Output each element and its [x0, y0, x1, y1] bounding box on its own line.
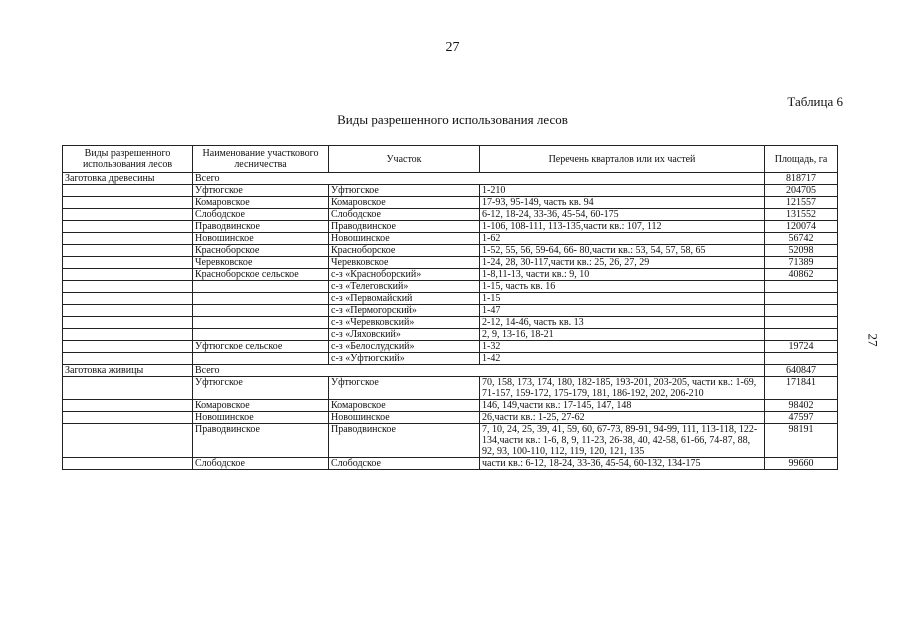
- header-use-type: Виды разрешенного использования лесов: [63, 146, 193, 173]
- cell-e: [765, 317, 838, 329]
- cell-b: [193, 281, 329, 293]
- cell-e: 52098: [765, 245, 838, 257]
- cell-e: [765, 329, 838, 341]
- cell-b: [193, 305, 329, 317]
- table-row: [63, 458, 838, 470]
- cell-d: 1-42: [480, 353, 765, 365]
- table-row: [63, 293, 838, 305]
- cell-c: Новошинское: [329, 412, 480, 424]
- cell-a: [63, 197, 193, 209]
- cell-e: [765, 305, 838, 317]
- cell-c: Красноборское: [329, 245, 480, 257]
- cell-e: 99660: [765, 458, 838, 470]
- cell-e: 56742: [765, 233, 838, 245]
- cell-d: 1-106, 108-111, 113-135,части кв.: 107, 112: [480, 221, 765, 233]
- cell-e: 40862: [765, 269, 838, 281]
- cell-a: [63, 257, 193, 269]
- table-row: [63, 257, 838, 269]
- table-label: Таблица 6: [787, 94, 843, 109]
- cell-d: 1-62: [480, 233, 765, 245]
- cell-b: Красноборское сельское: [193, 269, 329, 281]
- cell-b: Уфтюгское сельское: [193, 341, 329, 353]
- cell-a: [63, 400, 193, 412]
- cell-c: с-з «Ляховский»: [329, 329, 480, 341]
- cell-a: [63, 293, 193, 305]
- cell-c: с-з «Пермогорский»: [329, 305, 480, 317]
- cell-d: 1-24, 28, 30-117,части кв.: 25, 26, 27, 29: [480, 257, 765, 269]
- cell-e: 120074: [765, 221, 838, 233]
- table-row: [63, 173, 838, 185]
- cell-b: Комаровское: [193, 197, 329, 209]
- cell-b: Черевковское: [193, 257, 329, 269]
- cell-c: Комаровское: [329, 400, 480, 412]
- page-number: 27: [445, 40, 460, 55]
- cell-c: Уфтюгское: [329, 185, 480, 197]
- table-row: [63, 400, 838, 412]
- cell-e: 71389: [765, 257, 838, 269]
- cell-a: Заготовка живицы: [63, 365, 193, 377]
- table-row: [63, 269, 838, 281]
- cell-b: Всего: [193, 365, 765, 377]
- cell-e: [765, 281, 838, 293]
- cell-c: Новошинское: [329, 233, 480, 245]
- cell-d: 70, 158, 173, 174, 180, 182-185, 193-201, 203-205, части кв.: 1-69, 71-157, 159-172, 175-179, 181, 186-192, 202, 206-210: [480, 377, 765, 400]
- cell-e: 47597: [765, 412, 838, 424]
- header-plot: Участок: [329, 146, 480, 173]
- cell-e: 640847: [765, 365, 838, 377]
- cell-e: 204705: [765, 185, 838, 197]
- cell-a: [63, 424, 193, 458]
- cell-e: 98191: [765, 424, 838, 458]
- cell-d: 1-52, 55, 56, 59-64, 66- 80,части кв.: 53, 54, 57, 58, 65: [480, 245, 765, 257]
- cell-a: [63, 458, 193, 470]
- cell-c: с-з «Телеговский»: [329, 281, 480, 293]
- cell-b: Уфтюгское: [193, 377, 329, 400]
- cell-c: Слободское: [329, 458, 480, 470]
- table-row: [63, 233, 838, 245]
- cell-d: 1-15, часть кв. 16: [480, 281, 765, 293]
- cell-d: части кв.: 6-12, 18-24, 33-36, 45-54, 60-132, 134-175: [480, 458, 765, 470]
- cell-e: 131552: [765, 209, 838, 221]
- cell-e: 121557: [765, 197, 838, 209]
- cell-d: 26,части кв.: 1-25, 27-62: [480, 412, 765, 424]
- cell-c: Слободское: [329, 209, 480, 221]
- forest-use-table: [62, 145, 838, 470]
- cell-a: [63, 377, 193, 400]
- cell-a: [63, 269, 193, 281]
- cell-b: Красноборское: [193, 245, 329, 257]
- table-row: [63, 305, 838, 317]
- table-row: [63, 245, 838, 257]
- cell-b: Комаровское: [193, 400, 329, 412]
- table-row: [63, 329, 838, 341]
- cell-e: 19724: [765, 341, 838, 353]
- table-body: [63, 173, 838, 470]
- cell-c: Комаровское: [329, 197, 480, 209]
- cell-a: [63, 341, 193, 353]
- header-forestry: Наименование участкового лесничества: [193, 146, 329, 173]
- cell-c: с-з «Уфтюгский»: [329, 353, 480, 365]
- cell-e: [765, 353, 838, 365]
- cell-a: [63, 329, 193, 341]
- cell-b: Праводвинское: [193, 221, 329, 233]
- cell-b: Новошинское: [193, 233, 329, 245]
- cell-d: 1-210: [480, 185, 765, 197]
- table-row: [63, 412, 838, 424]
- cell-a: [63, 185, 193, 197]
- cell-d: 6-12, 18-24, 33-36, 45-54, 60-175: [480, 209, 765, 221]
- cell-a: [63, 281, 193, 293]
- cell-c: с-з «Белослудский»: [329, 341, 480, 353]
- cell-a: [63, 317, 193, 329]
- cell-a: [63, 245, 193, 257]
- table-row: [63, 209, 838, 221]
- cell-a: [63, 412, 193, 424]
- cell-b: [193, 317, 329, 329]
- cell-c: Праводвинское: [329, 221, 480, 233]
- cell-d: 17-93, 95-149, часть кв. 94: [480, 197, 765, 209]
- table-row: [63, 185, 838, 197]
- cell-a: [63, 305, 193, 317]
- table-title: Виды разрешенного использования лесов: [337, 112, 568, 127]
- cell-a: [63, 233, 193, 245]
- cell-b: Уфтюгское: [193, 185, 329, 197]
- cell-c: с-з «Красноборский»: [329, 269, 480, 281]
- cell-d: 2, 9, 13-16, 18-21: [480, 329, 765, 341]
- cell-a: [63, 353, 193, 365]
- cell-c: Черевковское: [329, 257, 480, 269]
- table-row: [63, 221, 838, 233]
- cell-c: с-з «Первомайский: [329, 293, 480, 305]
- cell-b: Слободское: [193, 209, 329, 221]
- side-page-number: 27: [865, 333, 881, 347]
- table-row: [63, 341, 838, 353]
- table-row: [63, 377, 838, 400]
- table-row: [63, 424, 838, 458]
- header-quarters: Перечень кварталов или их частей: [480, 146, 765, 173]
- cell-b: [193, 293, 329, 305]
- cell-b: [193, 353, 329, 365]
- cell-d: 1-8,11-13, части кв.: 9, 10: [480, 269, 765, 281]
- cell-a: [63, 209, 193, 221]
- cell-d: 7, 10, 24, 25, 39, 41, 59, 60, 67-73, 89-91, 94-99, 111, 113-118, 122-134,части кв.: 1-6, 8, 9, 11-23, 26-38, 40, 42-58, 61-66, 74-87, 88, 92, 93, 100-110, 112, 119, 120, 121, 135: [480, 424, 765, 458]
- cell-c: Праводвинское: [329, 424, 480, 458]
- cell-a: Заготовка древесины: [63, 173, 193, 185]
- table-row: [63, 365, 838, 377]
- cell-b: Праводвинское: [193, 424, 329, 458]
- table-row: [63, 317, 838, 329]
- cell-b: Слободское: [193, 458, 329, 470]
- cell-e: 171841: [765, 377, 838, 400]
- cell-e: 98402: [765, 400, 838, 412]
- cell-e: 818717: [765, 173, 838, 185]
- cell-d: 1-47: [480, 305, 765, 317]
- table-row: [63, 281, 838, 293]
- cell-b: Всего: [193, 173, 765, 185]
- cell-b: [193, 329, 329, 341]
- cell-d: 1-32: [480, 341, 765, 353]
- header-area: Площадь, га: [765, 146, 838, 173]
- cell-b: Новошинское: [193, 412, 329, 424]
- cell-a: [63, 221, 193, 233]
- cell-c: Уфтюгское: [329, 377, 480, 400]
- cell-d: 2-12, 14-46, часть кв. 13: [480, 317, 765, 329]
- table-row: [63, 353, 838, 365]
- cell-d: 146, 149,части кв.: 17-145, 147, 148: [480, 400, 765, 412]
- table-header-row: [63, 146, 838, 173]
- cell-e: [765, 293, 838, 305]
- cell-c: с-з «Черевковский»: [329, 317, 480, 329]
- table-row: [63, 197, 838, 209]
- cell-d: 1-15: [480, 293, 765, 305]
